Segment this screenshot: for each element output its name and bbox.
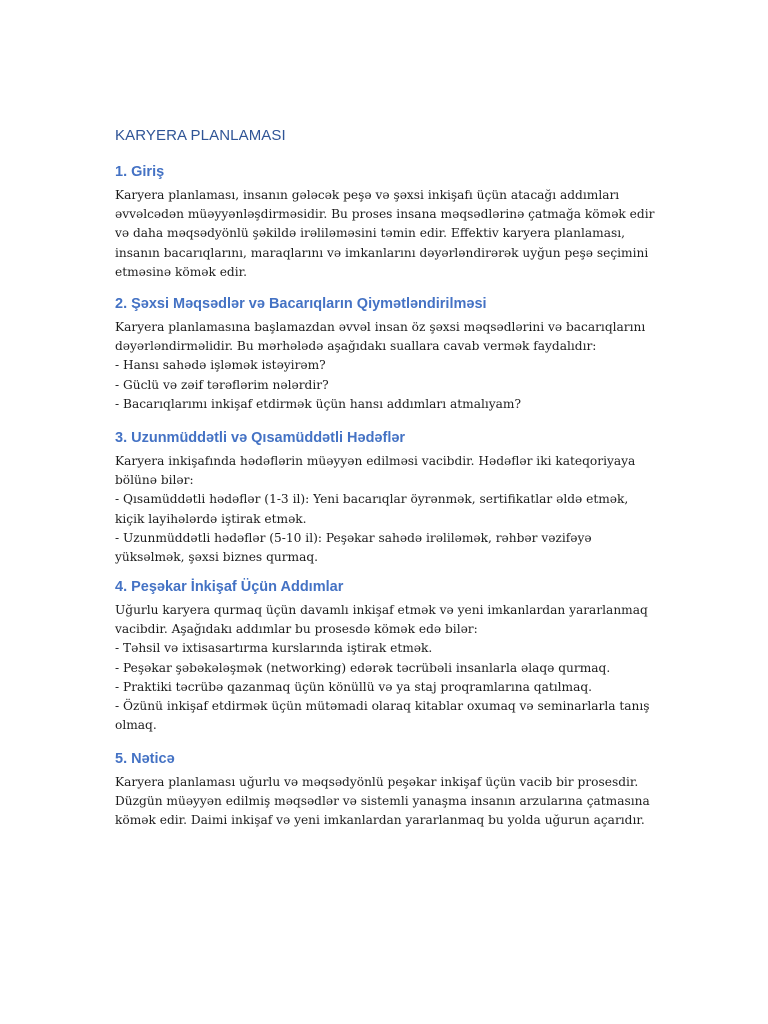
document-content: [115, 126, 655, 828]
steps-list: [115, 639, 655, 735]
list-item: - Özünü inkişaf etdirmək üçün mütəmadi olaraq kitablar oxumaq və seminarlarla tanış olmaq.: [115, 699, 650, 733]
section-paragraph: Uğurlu karyera qurmaq üçün davamlı inkişaf etmək və yeni imkanlardan yararlanmaq vacibdir. Aşağıdakı addımlar bu prosesdə kömək edə bilər:: [115, 603, 648, 637]
goal-list: [115, 490, 655, 567]
list-item: - Təhsil və ixtisasartırma kurslarında iştirak etmək.: [115, 641, 433, 656]
section-heading: 4. Peşəkar İnkişaf Üçün Addımlar: [115, 579, 344, 595]
section-introduction: [115, 162, 655, 282]
list-item: - Praktiki təcrübə qazanmaq üçün könüllü və ya staj proqramlarına qatılmaq.: [115, 679, 593, 694]
section-paragraph: Karyera planlaması, insanın gələcək peşə və şəxsi inkişafı üçün atacağı addımları əvvəlcədən müəyyənləşdirməsidir. Bu proses insana məqsədlərinə çatmağa kömək edir və daha məqsədyönlü şəkildə irəliləməsini təmin edir. Effektiv karyera planlaması, insanın bacarıqlarını, maraqlarını və imkanlarını dəyərləndirərək uyğun peşə seçimini etməsinə kömək edir.: [115, 188, 655, 279]
list-item: - Hansı sahədə işləmək istəyirəm?: [115, 358, 326, 373]
list-item: - Güclü və zəif tərəflərim nələrdir?: [115, 377, 329, 392]
section-paragraph: Karyera inkişafında hədəflərin müəyyən edilməsi vacibdir. Hədəflər iki kateqoriyaya bölünə bilər:: [115, 454, 636, 488]
section-personal-goals: [115, 294, 655, 414]
section-heading: 1. Giriş: [115, 164, 165, 180]
section-goals-terms: [115, 428, 655, 567]
list-item: - Peşəkar şəbəkələşmək (networking) edərək təcrübəli insanlarla əlaqə qurmaq.: [115, 660, 611, 675]
section-professional-development: [115, 577, 655, 735]
list-item: - Bacarıqlarımı inkişaf etdirmək üçün hansı addımları atmalıyam?: [115, 396, 521, 411]
section-heading: 2. Şəxsi Məqsədlər və Bacarıqların Qiymətləndirilməsi: [115, 296, 487, 312]
list-item: - Uzunmüddətli hədəflər (5-10 il): Peşəkar sahədə irəliləmək, rəhbər vəzifəyə yüksəlmək, şəxsi biznes qurmaq.: [115, 530, 592, 565]
section-heading: 5. Nəticə: [115, 751, 175, 767]
list-item: - Qısamüddətli hədəflər (1-3 il): Yeni bacarıqlar öyrənmək, sertifikatlar əldə etmək, kiçik layihələrdə iştirak etmək.: [115, 492, 629, 526]
question-list: [115, 356, 655, 414]
section-paragraph: Karyera planlamasına başlamazdan əvvəl insan öz şəxsi məqsədlərini və bacarıqlarını dəyərləndirməlidir. Bu mərhələdə aşağıdakı suallara cavab vermək faydalıdır:: [115, 320, 646, 354]
section-heading: 3. Uzunmüddətli və Qısamüddətli Hədəflər: [115, 430, 406, 446]
section-conclusion: [115, 749, 655, 831]
section-paragraph: Karyera planlaması uğurlu və məqsədyönlü peşəkar inkişaf üçün vacib bir prosesdir. Düzgün müəyyən edilmiş məqsədlər və sistemli yanaşma insanın arzularına çatmasına kömək edir. Daimi inkişaf və yeni imkanlardan yararlanmaq bu yolda uğurun açarıdır.: [115, 775, 650, 828]
document-title: KARYERA PLANLAMASI: [115, 127, 286, 144]
